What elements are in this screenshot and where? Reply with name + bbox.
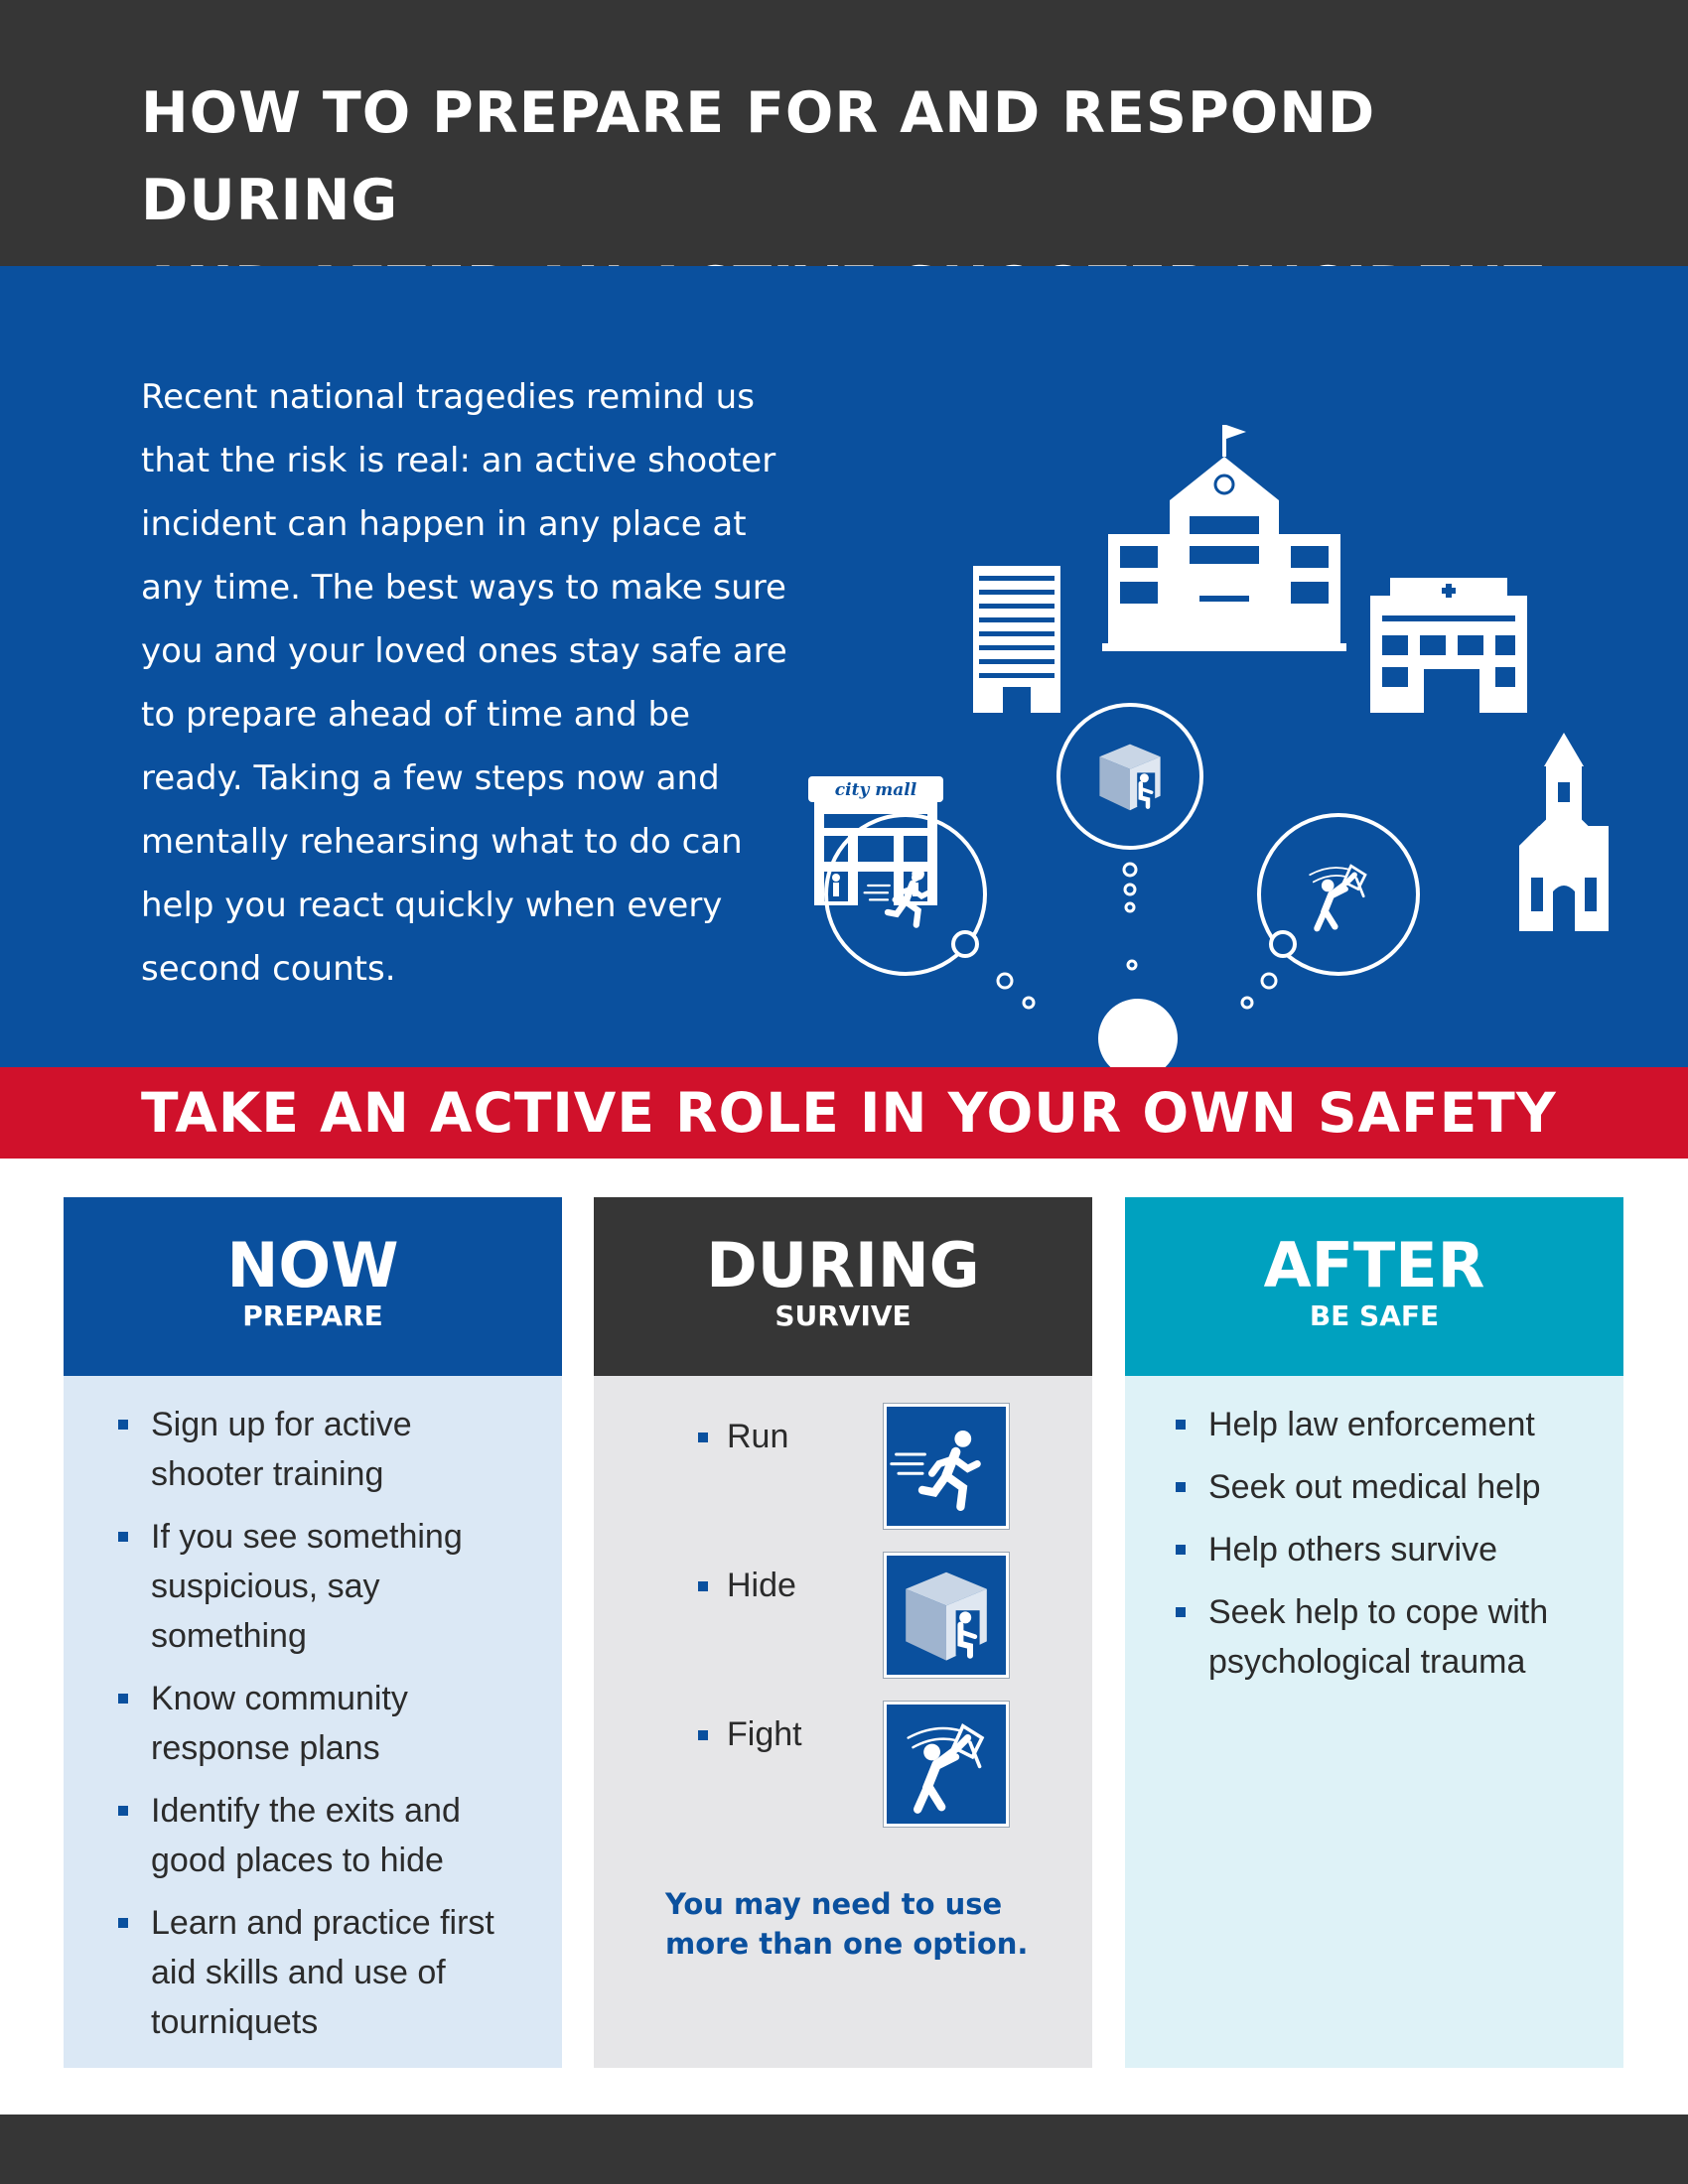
during-title: DURING <box>706 1229 980 1301</box>
after-column <box>1125 1197 1623 2068</box>
after-title: AFTER <box>1263 1229 1485 1301</box>
during-item-label: Hide <box>727 1567 796 1604</box>
safety-banner <box>0 1067 1688 1159</box>
bullet <box>698 1433 708 1442</box>
now-subtitle: PREPARE <box>242 1299 383 1332</box>
page-title: HOW TO PREPARE FOR AND RESPOND DURING <box>141 80 1376 233</box>
fight-icon <box>884 1702 1009 1827</box>
intro-text: Recent national tragedies remind us that the risk is real: an active shooter incident can happen in any place at any time. The best ways to make sure you and your loved ones stay safe are to prepare ahead of time and be ready. Taking a few steps now and mentally rehearsing what to do can help you react quickly when every second counts. <box>141 377 787 989</box>
header <box>0 0 1688 266</box>
during-item-fight <box>594 1694 1092 1823</box>
during-item-hide <box>594 1545 1092 1674</box>
list-item: Identify the exits and good places to hide <box>151 1786 532 1885</box>
now-list <box>64 1376 562 2047</box>
now-title: NOW <box>226 1229 399 1301</box>
now-column <box>64 1197 562 2068</box>
during-item-label: Run <box>727 1418 789 1455</box>
fight-icon <box>1310 866 1365 928</box>
after-list <box>1125 1376 1623 1687</box>
hide-icon <box>1099 745 1160 811</box>
footer-bar <box>0 2115 1688 2184</box>
during-note: You may need to use more than one option. <box>665 1887 1029 1961</box>
during-item-run <box>594 1396 1092 1525</box>
during-column-header <box>594 1197 1092 1376</box>
hide-icon <box>884 1553 1009 1678</box>
during-item-label: Fight <box>727 1715 802 1753</box>
hospital-icon <box>1370 578 1527 713</box>
intro-section <box>0 266 1688 1067</box>
list-item: Seek out medical help <box>1208 1462 1594 1512</box>
list-item: Help law enforcement <box>1208 1400 1594 1449</box>
banner-title: TAKE AN ACTIVE ROLE IN YOUR OWN SAFETY <box>141 1081 1557 1145</box>
after-column-header <box>1125 1197 1623 1376</box>
bullet <box>698 1581 708 1591</box>
church-icon <box>1519 733 1609 931</box>
list-item: Learn and practice first aid skills and use of tourniquets <box>151 1898 532 2047</box>
run-icon <box>884 1404 1009 1529</box>
office-tower-icon <box>973 566 1060 713</box>
mall-sign: city mall <box>834 780 917 800</box>
during-subtitle: SURVIVE <box>774 1299 912 1332</box>
list-item: Seek help to cope with psychological trauma <box>1208 1587 1594 1687</box>
list-item: If you see something suspicious, say something <box>151 1512 532 1661</box>
bullet <box>698 1730 708 1740</box>
thinking-person-illustration <box>774 336 1628 1067</box>
list-item: Help others survive <box>1208 1525 1594 1574</box>
now-column-header <box>64 1197 562 1376</box>
after-subtitle: BE SAFE <box>1309 1299 1440 1332</box>
school-icon <box>1102 425 1346 651</box>
during-column <box>594 1197 1092 2068</box>
list-item: Know community response plans <box>151 1674 532 1773</box>
person-icon <box>1084 999 1192 1067</box>
list-item: Sign up for active shooter training <box>151 1400 532 1499</box>
